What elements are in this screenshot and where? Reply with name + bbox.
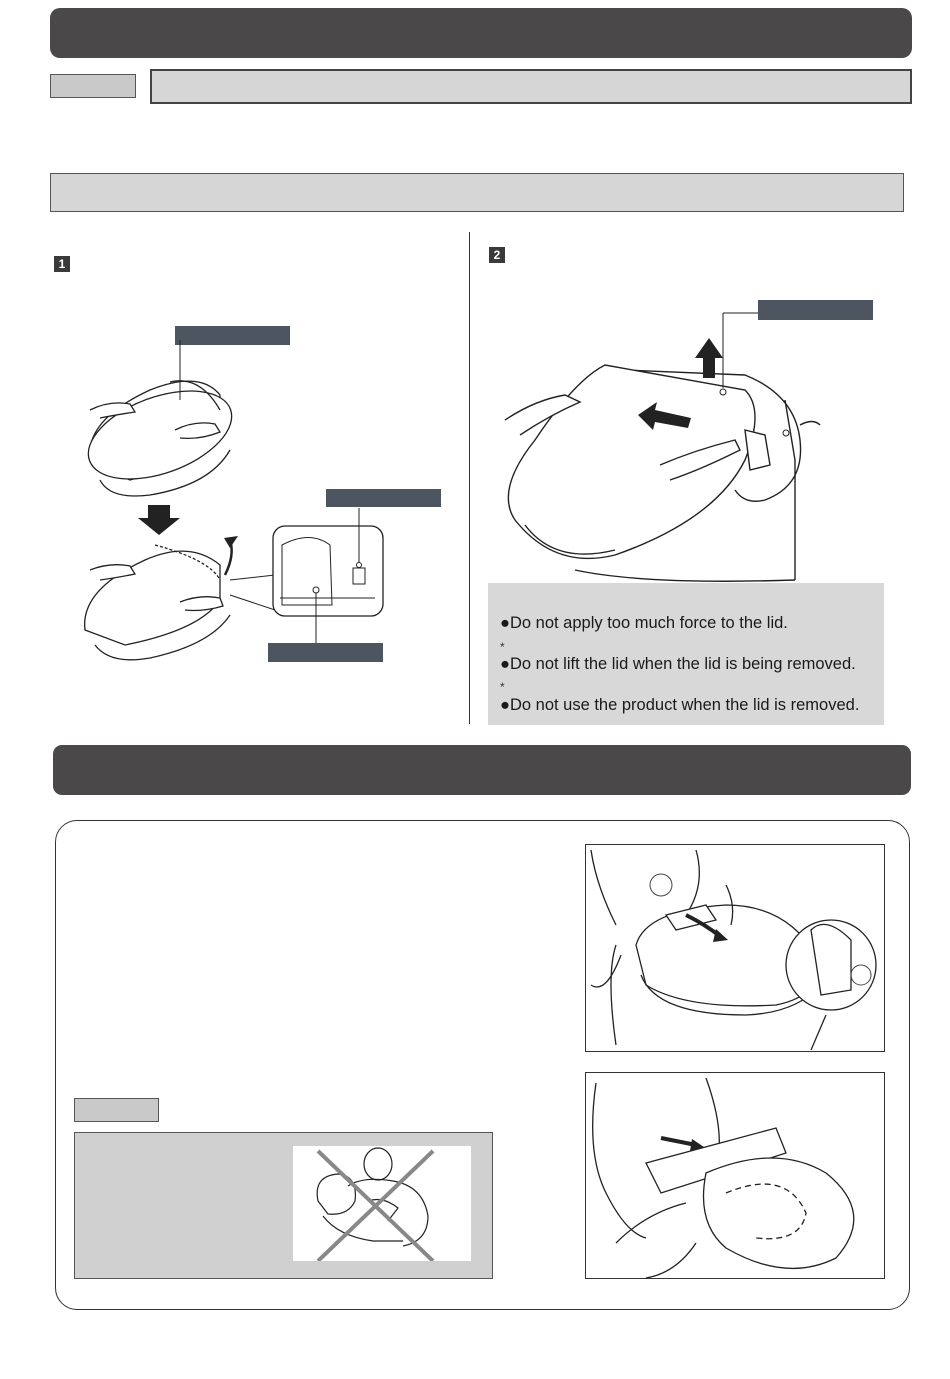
note-no-lift: ●Do not lift the lid when the lid is being removed. <box>500 655 856 673</box>
column-divider <box>469 232 470 724</box>
section-lid-title-bar <box>50 173 904 212</box>
caution-tag <box>74 1098 159 1122</box>
header-title-bar <box>50 8 912 58</box>
note-star-1: * <box>500 640 505 654</box>
subtitle-bar <box>150 69 912 104</box>
step-2-number: 2 <box>489 247 505 263</box>
step-1-illustration <box>70 340 460 670</box>
note-star-2: * <box>500 680 505 694</box>
subtitle-tag <box>50 74 136 98</box>
section-two-title-bar <box>53 745 911 795</box>
caution-illustration <box>293 1146 471 1261</box>
note-no-use: ●Do not use the product when the lid is removed. <box>500 696 860 714</box>
note-no-force: ●Do not apply too much force to the lid. <box>500 614 788 632</box>
install-illustration-1 <box>585 844 885 1052</box>
step-2-illustration <box>495 300 835 585</box>
step-1-number: 1 <box>54 256 70 272</box>
install-illustration-2 <box>585 1072 885 1279</box>
